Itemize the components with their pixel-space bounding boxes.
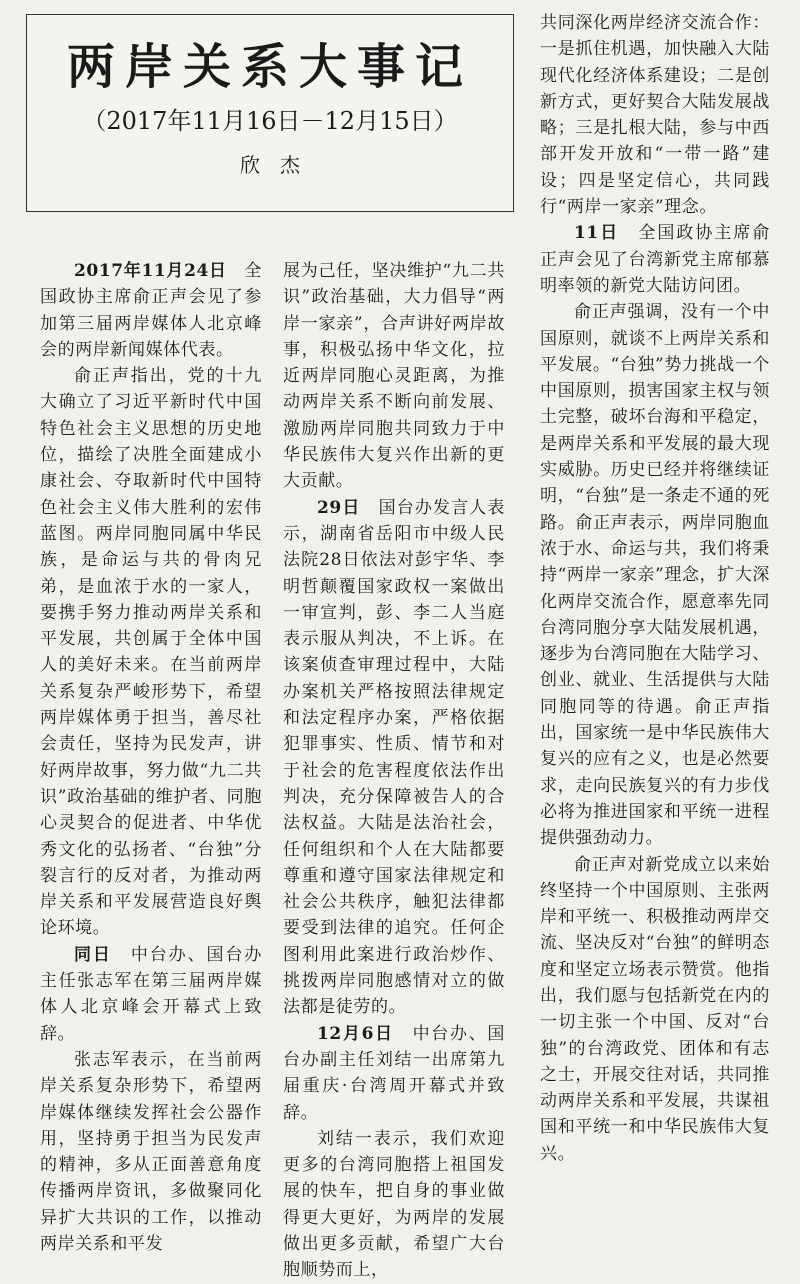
paragraph-text: 共同深化两岸经济交流合作：一是抓住机遇，加快融入大陆现代化经济体系建设；二是创新方式，更好契合大陆发展战略；三是扎根大陆，参与中西部开发开放和“一带一路”建设；四是坚定信心，共同践行“两岸一家亲”理念。 [540,13,770,218]
paragraph-text: 俞正声指出，党的十九大确立了习近平新时代中国特色社会主义思想的历史地位，描绘了决胜全面建成小康社会、夺取新时代中国特色社会主义伟大胜利的宏伟蓝图。两岸同胞同属中华民族，是命运与共的骨肉兄弟，是血浓于水的一家人，要携手努力推动两岸关系和平发展，共创属于全体中国人的美好未来。在当前两岸关系复杂严峻形势下，希望两岸媒体勇于担当，善尽社会责任，坚持为民发声，讲好两岸故事，努力做“九二共识”政治基础的维护者、同胞心灵契合的促进者、中华优秀文化的弘扬者、“台独”分裂言行的反对者，为推动两岸关系和平发展营造良好舆论环境。 [40,366,262,939]
text-column-1 [40,258,262,1257]
entry-date: 29日 [317,497,361,518]
entry-date: 2017年11月24日 [74,261,227,281]
paragraph [540,299,770,851]
paragraph [40,258,262,363]
paragraph-text: 展为己任，坚决维护“九二共识”政治基础，大力倡导“两岸一家亲”，合声讲好两岸故事，积极弘扬中华文化，拉近两岸同胞心灵距离，为推动两岸关系不断向前发展、激励两岸同胞共同致力于中华民族伟大复兴作出新的更大贡献。 [283,261,505,492]
paragraph-text: 全国政协主席俞正声会见了参加第三届两岸媒体人北京峰会的两岸新闻媒体代表。 [40,261,262,360]
paragraph-text: 张志军表示，在当前两岸关系复杂形势下，希望两岸媒体继续发挥社会公器作用，坚持勇于担当为民发声的精神，多从正面善意角度传播两岸资讯，多做聚同化异扩大共识的工作，以推动两岸关系和平发 [40,1049,262,1254]
article-title: 两岸关系大事记 [66,39,473,95]
author-name: 欣杰 [240,153,320,177]
paragraph [540,10,770,220]
paragraph [540,220,770,299]
paragraph [283,258,505,495]
paragraph-text: 国台办发言人表示，湖南省岳阳市中级人民法院28日依法对彭宇华、李明哲颠覆国家政权一案做出一审宣判，彭、李二人当庭表示服从判决，不上诉。在该案侦查审理过程中，大陆办案机关严格按照法律规定和法定程序办案，严格依据犯罪事实、性质、情节和对于社会的危害程度依法作出判决，充分保障被告人的合法权益。大陆是法治社会，任何组织和个人在大陆都要尊重和遵守国家法律规定和社会公共秩序，触犯法律都要受到法律的追究。任何企图利用此案进行政治炒作、挑拨两岸同胞感情对立的做法都是徒劳的。 [283,497,505,1018]
paragraph [283,1126,505,1284]
paragraph [283,1021,505,1126]
paragraph-text: 全国政协主席俞正声会见了台湾新党主席郁慕明率领的新党大陆访问团。 [540,223,770,296]
paragraph-text: 俞正声强调，没有一个中国原则，就谈不上两岸关系和平发展。“台独”势力挑战一个中国原则，损害国家主权与领土完整，破坏台海和平稳定，是两岸关系和平发展的最大现实威胁。历史已经并将继续证明，“台独”是一条走不通的死路。俞正声表示，两岸同胞血浓于水、命运与共，我们将秉持“两岸一家亲”理念，扩大深化两岸交流合作，愿意率先同台湾同胞分享大陆发展机遇，逐步为台湾同胞在大陆学习、创业、就业、生活提供与大陆同胞同等的待遇。俞正声指出，国家统一是中华民族伟大复兴的应有之义，也是必然要求，走向民族复兴的有力步伐必将为推进国家和平统一进程提供强劲动力。 [540,302,770,849]
text-column-3 [540,10,770,1167]
entry-date: 11日 [574,223,620,244]
paragraph [283,495,505,1021]
paragraph [40,363,262,942]
paragraph [40,1047,262,1257]
paragraph-text: 中台办、国台办主任张志军在第三届两岸媒体人北京峰会开幕式上致辞。 [40,944,263,1044]
title-box [26,14,514,212]
paragraph [40,942,262,1047]
paragraph-text: 俞正声对新党成立以来始终坚持一个中国原则、主张两岸和平统一、积极推动两岸交流、坚决反对“台独”的鲜明态度和坚定立场表示赞赏。他指出，我们愿与包括新党在内的一切主张一个中国、反对“台独”的台湾政党、团体和有志之士，开展交往对话，共同推动两岸关系和平发展，共谋祖国和平统一和中华民族伟大复兴。 [540,854,770,1164]
entry-date: 同日 [74,944,112,965]
text-column-2 [283,258,505,1284]
entry-date: 12月6日 [317,1023,394,1044]
paragraph-text: 中台办、国台办副主任刘结一出席第九届重庆·台湾周开幕式并致辞。 [283,1023,505,1123]
paragraph [540,852,770,1168]
paragraph-text: 刘结一表示，我们欢迎更多的台湾同胞搭上祖国发展的快车，把自身的事业做得更大更好，为两岸的发展做出更多贡献，希望广大台胞顺势而上， [283,1128,505,1281]
date-range-subtitle: （2017年11月16日－12月15日） [82,107,458,135]
